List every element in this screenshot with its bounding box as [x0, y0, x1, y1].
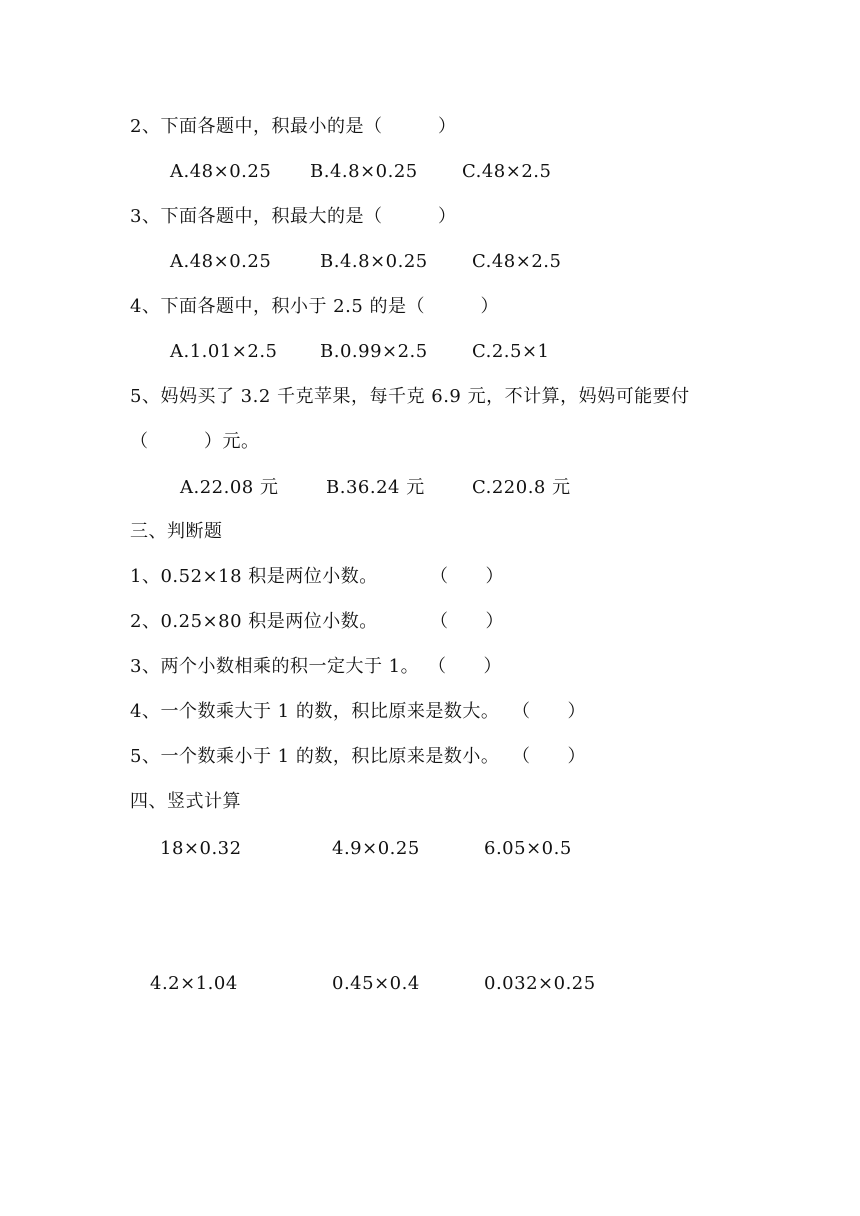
tf-item-3-blank: （ ） — [428, 656, 502, 677]
q5-option-b: B.36.24 元 — [326, 477, 425, 498]
tf-item-1-blank: （ ） — [430, 566, 504, 587]
calc-problem: 0.45×0.4 — [332, 973, 420, 994]
q2-stem: 2、下面各题中，积最小的是（ ） — [130, 116, 457, 137]
tf-item-2-blank: （ ） — [430, 611, 504, 632]
tf-item-5-blank: （ ） — [512, 746, 586, 767]
q4-stem: 4、下面各题中，积小于 2.5 的是（ ） — [130, 296, 500, 317]
q5-option-a: A.22.08 元 — [180, 477, 279, 498]
q4-option-a: A.1.01×2.5 — [170, 341, 278, 362]
calc-problem: 4.9×0.25 — [332, 838, 420, 859]
tf-item-2: 2、0.25×80 积是两位小数。 — [130, 611, 378, 632]
q3-option-b: B.4.8×0.25 — [320, 251, 428, 272]
calc-problem: 18×0.32 — [160, 838, 242, 859]
section-4-title: 四、竖式计算 — [130, 791, 241, 812]
tf-item-4-blank: （ ） — [512, 701, 586, 722]
calc-problem: 0.032×0.25 — [484, 973, 596, 994]
calc-problem: 6.05×0.5 — [484, 838, 572, 859]
q2-option-c: C.48×2.5 — [462, 161, 552, 182]
q3-stem: 3、下面各题中，积最大的是（ ） — [130, 206, 457, 227]
tf-item-3: 3、两个小数相乘的积一定大于 1。 — [130, 656, 420, 677]
calc-problem: 4.2×1.04 — [150, 973, 238, 994]
q3-option-c: C.48×2.5 — [472, 251, 562, 272]
q2-option-a: A.48×0.25 — [170, 161, 272, 182]
q5-stem: 5、妈妈买了 3.2 千克苹果，每千克 6.9 元，不计算，妈妈可能要付 — [130, 386, 690, 407]
q4-option-c: C.2.5×1 — [472, 341, 550, 362]
tf-item-1: 1、0.52×18 积是两位小数。 — [130, 566, 378, 587]
q2-option-b: B.4.8×0.25 — [310, 161, 418, 182]
q3-option-a: A.48×0.25 — [170, 251, 272, 272]
q5-stem-continued: （ ）元。 — [130, 431, 260, 452]
q4-option-b: B.0.99×2.5 — [320, 341, 428, 362]
tf-item-5: 5、一个数乘小于 1 的数，积比原来是数小。 — [130, 746, 500, 767]
tf-item-4: 4、一个数乘大于 1 的数，积比原来是数大。 — [130, 701, 500, 722]
section-3-title: 三、判断题 — [130, 521, 223, 542]
q5-option-c: C.220.8 元 — [472, 477, 571, 498]
